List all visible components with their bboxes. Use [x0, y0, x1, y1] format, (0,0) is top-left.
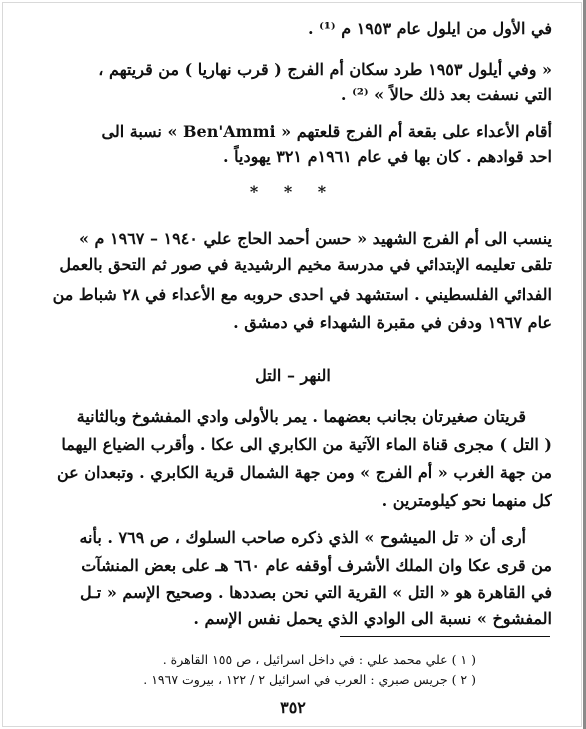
text-line-6: ينسب الى أم الفرج الشهيد « حسن أحمد الحاج علي ١٩٤٠ – ١٩٦٧ م » [78, 229, 552, 248]
text-line-17: المفشوخ » نسبة الى الوادي الذي يحمل نفس الإسم . [193, 609, 552, 628]
text-line-12: من جهة الغرب « أم الفرج » ومن جهة الشمال قرية الكابري . وتبعدان عن [56, 463, 552, 482]
text-line-13: كل منهما نحو كيلومترين . [381, 491, 552, 510]
footnote-2: ( ٢ ) جريس صبري : العرب في اسرائيل ٢ / ١٢٢ ، بيروت ١٩٦٧ . [143, 672, 476, 687]
text-line-4: أقام الأعداء على بقعة أم الفرج قلعتهم « Ben'Ammi » نسبة الى [101, 122, 552, 141]
text-line-11: ( التل ) مجرى قناة الماء الآتية من الكابري الى عكا . وأقرب الضياع اليهما [61, 435, 552, 454]
text-line-3: التي نسفت بعد ذلك حالاً » ⁽²⁾ . [340, 85, 552, 104]
section-separator: * * * [249, 182, 337, 201]
text-line-10: قريتان صغيرتان بجانب بعضهما . يمر بالأولى وادي المفشوخ وبالثانية [76, 407, 526, 426]
text-line-15: من قرى عكا وان الملك الأشرف أوقفه عام ٦٦٠ هـ على بعض المنشآت [81, 556, 552, 575]
text-line-5: احد قوادهم . كان بها في عام ١٩٦١م ٣٢١ يهودياً . [222, 147, 552, 166]
footnote-1: ( ١ ) علي محمد علي : في داخل اسرائيل ، ص ١٥٥ القاهرة . [162, 652, 476, 667]
text-line-8: الفدائي الفلسطيني . استشهد في احدى حروبه مع الأعداء في ٢٨ شباط من [52, 285, 552, 304]
footnote-rule [340, 636, 550, 637]
section-heading: النهر – التل [255, 366, 331, 385]
page-number: ٣٥٢ [280, 698, 306, 717]
text-line-7: تلقى تعليمه الإبتدائي في مدرسة مخيم الرشيدية في صور ثم التحق بالعمل [59, 255, 552, 274]
text-line-14: أرى أن « تل الميشوح » الذي ذكره صاحب السلوك ، ص ٧٦٩ . بأنه [79, 528, 526, 547]
text-line-2: « وفي أيلول ١٩٥٣ طرد سكان أم الفرج ( قرب نهاريا ) من قريتهم ، [98, 60, 552, 79]
text-line-1: في الأول من ايلول عام ١٩٥٣ م ⁽¹⁾ . [307, 19, 552, 38]
text-line-16: في القاهرة هو « التل » القرية التي نحن بصددها . وصحيح الإسم « تـل [79, 583, 552, 602]
text-line-9: عام ١٩٦٧ ودفن في مقبرة الشهداء في دمشق . [233, 313, 552, 332]
